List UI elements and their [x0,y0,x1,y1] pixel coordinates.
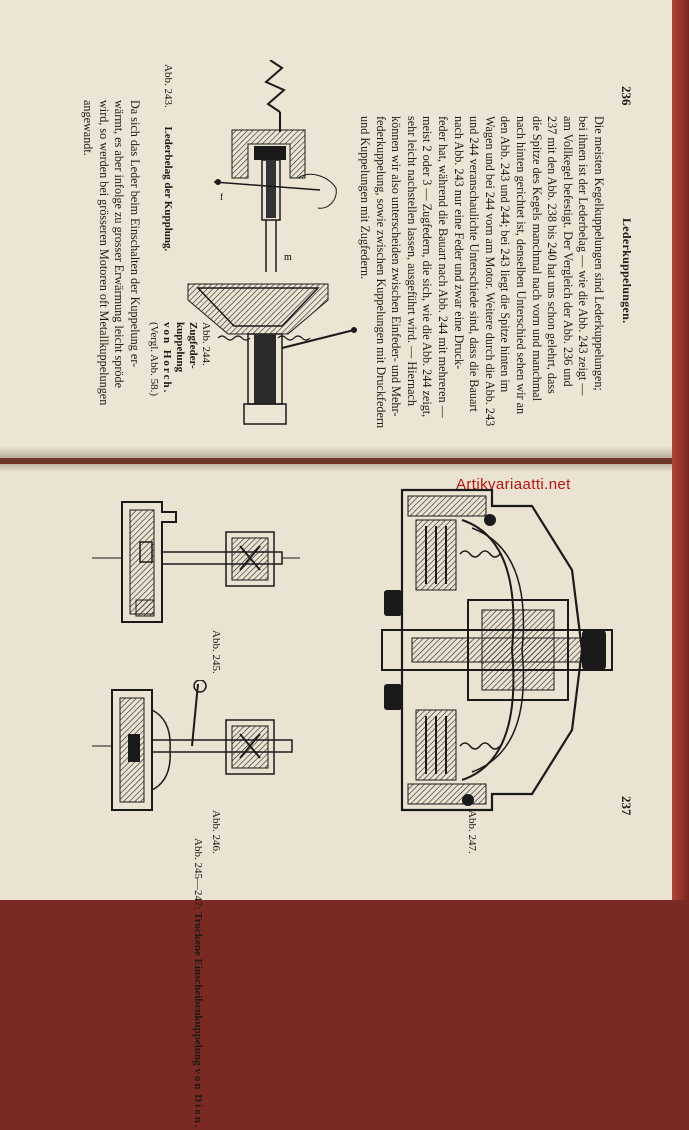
page-header: Lederkuppelungen. [620,218,634,324]
paragraph-line: Da sich das Leder beim Einschalten der Kuppelung er- [128,100,142,368]
caption-name: Dion. [192,1094,204,1130]
paragraph-line: die Spitze des Kegels manchmal nach vorn und manchmal [529,116,544,401]
fig244-caption-line: von Horch. [161,322,173,395]
fig244-caption-line: (Vergl. Abb. 58.) [148,322,160,397]
fig244-caption-line: Abb. 244. [200,322,212,366]
watermark: Artikvariaatti.net [456,476,571,493]
fig244-caption-line: Zugfeder- [187,322,199,369]
paragraph-line: den Abb. 243 und 244; bei 243 liegt die Spitze hinten im [498,116,513,393]
paragraph-line: nach Abb. 243 nur eine Feder und zwar eine Druck- [451,116,466,370]
fig245-drawing [92,492,302,632]
fig246-label: Abb. 246. [210,810,222,854]
page-number-top: 236 [619,86,634,106]
fig244-drawing [178,278,364,428]
paragraph-line: meist 2 oder 3 — Zugfedern, die sich, wie die Abb. 244 zeigt, [420,116,435,418]
paragraph-line: federkuppelung, sowie zwischen Kuppelungen mit Druckfedern [373,116,388,429]
fig247-label: Abb. 247. [466,810,478,854]
paragraph-line: wärmt, es aber infolge zu grosser Erwärmung leicht spröde [112,100,127,389]
caption-von: von [192,1068,204,1092]
fig244-caption-line: kuppelung [174,322,186,373]
fig243-label-m: m [284,252,292,263]
paragraph-line: sehr leicht nachstellen lassen, ausgeführt wird. — Hiernach [404,116,419,407]
paragraph-line: nach hinten gerichtet ist, denselben Unterschied sehen wir an [514,116,529,415]
fig243-label-f: f [220,192,223,202]
paragraph-line: Die meisten Kegelkuppelungen sind Lederkuppelungen; [592,116,606,391]
paragraph-line: und Kuppelungen mit Zugfedern. [358,116,373,280]
fig243-caption [162,64,174,251]
paragraph-line: können wir also unterscheiden zwischen Einfeder- und Mehr- [389,116,404,417]
fig247-drawing [372,480,622,820]
paragraph-line: am Vollkegel befestigt. Der Vergleich der Abb. 236 und [560,116,575,387]
fig243-drawing [210,60,340,275]
paragraph-line: Wagen und bei 244 vorn am Motor. Weitere durch die Abb. 243 [482,116,497,427]
paragraph-line: und 244 veranschaulichte Unterschiede sind, dass die Bauart [467,116,482,412]
caption-prefix: Abb. 245—247: [192,838,204,910]
caption-title: Trockene Einscheibenkuppelung [192,912,204,1066]
fig245-label: Abb. 245. [210,630,222,674]
fig246-drawing [92,680,302,820]
secondary-paragraph [80,100,142,405]
page-number-bottom: 237 [619,796,634,816]
paragraph-line: feder hat, während die Bauart nach Abb. 244 mit mehreren — [436,116,451,418]
figure-caption [192,838,204,1130]
main-paragraph [357,116,607,428]
paragraph-line: 237 mit den Abb. 238 bis 240 hat uns schon gelehrt, dass [545,116,560,394]
paragraph-line: wird, so werden bei grösseren Motoren oft Metallkuppelungen [96,100,111,406]
fig243-caption-prefix: Abb. 243. [162,64,174,108]
fig243-caption-title: Lederbelag der Kupplung. [162,126,174,252]
paragraph-line: angewandt. [81,100,96,156]
paragraph-line: bei ihnen ist der Lederbelag — wie die Abb. 243 zeigt — [576,116,591,396]
book-edge [672,0,689,900]
book-gutter [0,446,672,472]
